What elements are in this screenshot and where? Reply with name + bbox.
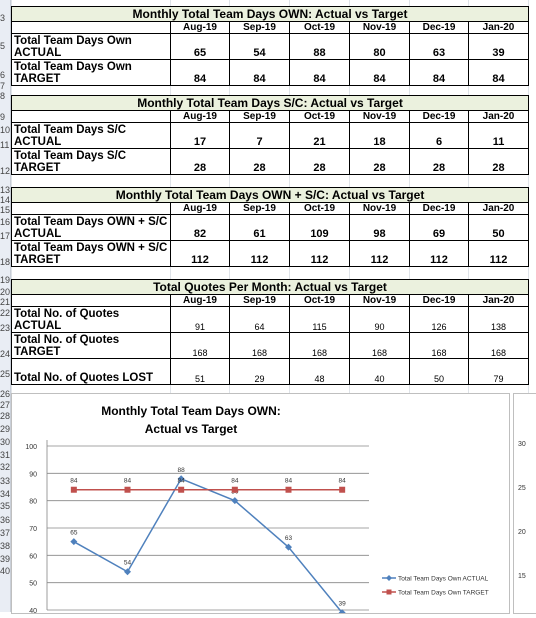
y-tick-label: 25 xyxy=(518,485,526,492)
month-header[interactable]: Jan-20 xyxy=(469,203,529,215)
row-number[interactable]: 31 xyxy=(0,450,11,460)
second-chart-svg xyxy=(514,394,536,613)
row-number[interactable]: 9 xyxy=(0,112,6,122)
row-number[interactable]: 3 xyxy=(0,13,6,23)
table-row xyxy=(12,60,529,86)
month-header[interactable]: Oct-19 xyxy=(290,203,350,215)
table-row xyxy=(12,34,529,60)
value-cell[interactable]: 168 xyxy=(410,333,469,359)
value-cell[interactable]: 112 xyxy=(290,241,350,267)
value-cell[interactable]: 80 xyxy=(350,34,410,60)
data-label: 65 xyxy=(70,529,78,537)
data-point xyxy=(178,487,184,493)
value-cell[interactable]: 11 xyxy=(469,123,529,149)
table-title[interactable]: Monthly Total Team Days OWN + S/C: Actual vs Target xyxy=(12,188,529,203)
table-row xyxy=(12,241,529,267)
data-point xyxy=(70,538,77,545)
value-cell[interactable]: 126 xyxy=(410,307,469,333)
second-chart-partial[interactable] xyxy=(513,393,536,614)
row-label[interactable]: Total Team Days Own TARGET xyxy=(12,60,171,86)
row-label[interactable]: Total No. of Quotes LOST xyxy=(12,359,171,385)
value-cell[interactable]: 112 xyxy=(230,241,290,267)
value-cell[interactable]: 48 xyxy=(290,359,350,385)
data-label: 84 xyxy=(70,477,78,485)
row-number[interactable]: 25 xyxy=(0,369,11,379)
row-number[interactable]: 16 xyxy=(0,217,11,227)
value-cell[interactable]: 112 xyxy=(171,241,230,267)
data-label: 84 xyxy=(177,477,185,485)
value-cell[interactable]: 7 xyxy=(230,123,290,149)
chart-title: Actual vs Target xyxy=(144,422,238,436)
value-cell[interactable]: 40 xyxy=(350,359,410,385)
month-header[interactable]: Sep-19 xyxy=(230,295,290,307)
y-tick-label: 40 xyxy=(29,608,37,613)
row-number[interactable]: 34 xyxy=(0,489,11,499)
summary-table xyxy=(11,187,529,267)
data-label: 84 xyxy=(284,477,293,485)
value-cell[interactable]: 84 xyxy=(410,60,469,86)
row-number[interactable]: 8 xyxy=(0,91,6,101)
value-cell[interactable]: 50 xyxy=(469,215,529,241)
month-header[interactable]: Aug-19 xyxy=(171,295,230,307)
month-header[interactable]: Nov-19 xyxy=(350,203,410,215)
blank-header-cell[interactable] xyxy=(12,203,171,215)
month-header[interactable]: Aug-19 xyxy=(171,111,230,123)
row-label[interactable]: Total Team Days OWN + S/C ACTUAL xyxy=(12,215,171,241)
row-number[interactable]: 5 xyxy=(0,41,6,51)
value-cell[interactable]: 112 xyxy=(469,241,529,267)
data-point xyxy=(125,487,131,493)
row-number[interactable]: 10 xyxy=(0,125,11,135)
month-header[interactable]: Jan-20 xyxy=(469,22,529,34)
row-label[interactable]: Total Team Days S/C ACTUAL xyxy=(12,123,171,149)
summary-table xyxy=(11,95,529,175)
row-number[interactable]: 35 xyxy=(0,501,11,511)
value-cell[interactable]: 91 xyxy=(171,307,230,333)
value-cell[interactable]: 112 xyxy=(410,241,469,267)
value-cell[interactable]: 17 xyxy=(171,123,230,149)
row-number[interactable]: 20 xyxy=(0,287,11,297)
row-number[interactable]: 7 xyxy=(0,81,6,91)
blank-header-cell[interactable] xyxy=(12,22,171,34)
row-number[interactable]: 28 xyxy=(0,411,11,421)
value-cell[interactable]: 64 xyxy=(230,307,290,333)
value-cell[interactable]: 84 xyxy=(469,60,529,86)
row-label[interactable]: Total No. of Quotes TARGET xyxy=(12,333,171,359)
data-point xyxy=(232,487,238,493)
row-number[interactable]: 14 xyxy=(0,195,11,205)
month-header[interactable]: Dec-19 xyxy=(410,22,469,34)
summary-table xyxy=(11,6,529,86)
row-number[interactable]: 17 xyxy=(0,231,11,241)
y-tick-label: 15 xyxy=(518,573,526,580)
value-cell[interactable]: 39 xyxy=(469,34,529,60)
row-number[interactable]: 22 xyxy=(0,308,11,318)
table-row xyxy=(12,333,529,359)
value-cell[interactable]: 6 xyxy=(410,123,469,149)
data-label: 54 xyxy=(123,559,132,567)
team-days-own-chart[interactable] xyxy=(11,393,510,614)
row-number[interactable]: 33 xyxy=(0,476,11,486)
month-header[interactable]: Dec-19 xyxy=(410,111,469,123)
month-header[interactable]: Jan-20 xyxy=(469,111,529,123)
value-cell[interactable]: 28 xyxy=(410,149,469,175)
row-number[interactable]: 29 xyxy=(0,424,11,434)
value-cell[interactable]: 168 xyxy=(290,333,350,359)
table-row xyxy=(12,359,529,385)
month-header[interactable]: Sep-19 xyxy=(230,203,290,215)
row-number[interactable]: 36 xyxy=(0,515,11,525)
value-cell[interactable]: 28 xyxy=(290,149,350,175)
table-row xyxy=(12,123,529,149)
blank-header-cell[interactable] xyxy=(12,111,171,123)
value-cell[interactable]: 168 xyxy=(469,333,529,359)
value-cell[interactable]: 98 xyxy=(350,215,410,241)
row-number[interactable]: 39 xyxy=(0,554,11,564)
value-cell[interactable]: 63 xyxy=(410,34,469,60)
value-cell[interactable]: 82 xyxy=(171,215,230,241)
value-cell[interactable]: 61 xyxy=(230,215,290,241)
row-number[interactable]: 38 xyxy=(0,541,11,551)
row-number[interactable]: 26 xyxy=(0,389,11,399)
value-cell[interactable]: 168 xyxy=(230,333,290,359)
table-row xyxy=(12,149,529,175)
value-cell[interactable]: 84 xyxy=(230,60,290,86)
row-number[interactable]: 37 xyxy=(0,528,11,538)
data-label: 39 xyxy=(338,600,346,608)
value-cell[interactable]: 18 xyxy=(350,123,410,149)
data-label: 84 xyxy=(231,477,239,485)
value-cell[interactable]: 79 xyxy=(469,359,529,385)
y-tick-label: 50 xyxy=(29,580,37,588)
row-label[interactable]: Total No. of Quotes ACTUAL xyxy=(12,307,171,333)
value-cell[interactable]: 28 xyxy=(230,149,290,175)
month-header[interactable]: Nov-19 xyxy=(350,295,410,307)
summary-table xyxy=(11,279,529,385)
value-cell[interactable]: 138 xyxy=(469,307,529,333)
y-tick-label: 90 xyxy=(29,471,37,479)
month-header[interactable]: Oct-19 xyxy=(290,295,350,307)
y-tick-label: 80 xyxy=(29,498,37,506)
row-label[interactable]: Total Team Days S/C TARGET xyxy=(12,149,171,175)
row-number[interactable]: 21 xyxy=(0,297,11,307)
month-header[interactable]: Aug-19 xyxy=(171,203,230,215)
y-tick-label: 20 xyxy=(518,529,526,536)
row-number[interactable]: 18 xyxy=(0,257,11,267)
value-cell[interactable]: 88 xyxy=(290,34,350,60)
data-point xyxy=(124,568,131,575)
value-cell[interactable]: 112 xyxy=(350,241,410,267)
row-number[interactable]: 24 xyxy=(0,349,11,359)
row-number[interactable]: 12 xyxy=(0,166,11,176)
series-line xyxy=(74,479,342,613)
row-number[interactable]: 13 xyxy=(0,185,11,195)
table-title[interactable]: Monthly Total Team Days OWN: Actual vs Target xyxy=(12,7,529,22)
row-number[interactable]: 32 xyxy=(0,462,11,472)
month-header[interactable]: Nov-19 xyxy=(350,111,410,123)
legend-marker xyxy=(386,575,392,581)
month-header[interactable]: Jan-20 xyxy=(469,295,529,307)
row-number[interactable]: 30 xyxy=(0,437,11,447)
row-number[interactable]: 19 xyxy=(0,275,11,285)
value-cell[interactable]: 84 xyxy=(290,60,350,86)
row-number[interactable]: 15 xyxy=(0,205,11,215)
y-tick-label: 100 xyxy=(25,444,37,451)
value-cell[interactable]: 28 xyxy=(171,149,230,175)
month-header[interactable]: Dec-19 xyxy=(410,203,469,215)
value-cell[interactable]: 90 xyxy=(350,307,410,333)
data-label: 88 xyxy=(177,466,185,474)
row-number[interactable]: 23 xyxy=(0,323,11,333)
chart-svg xyxy=(12,394,509,613)
month-header[interactable]: Oct-19 xyxy=(290,111,350,123)
value-cell[interactable]: 168 xyxy=(350,333,410,359)
value-cell[interactable]: 50 xyxy=(410,359,469,385)
value-cell[interactable]: 65 xyxy=(171,34,230,60)
legend-label: Total Team Days Own ACTUAL xyxy=(398,575,489,583)
month-header[interactable]: Oct-19 xyxy=(290,22,350,34)
value-cell[interactable]: 84 xyxy=(171,60,230,86)
month-header[interactable]: Nov-19 xyxy=(350,22,410,34)
value-cell[interactable]: 84 xyxy=(350,60,410,86)
value-cell[interactable]: 28 xyxy=(350,149,410,175)
chart-title: Monthly Total Team Days OWN: xyxy=(101,404,281,418)
data-label: 84 xyxy=(338,477,346,485)
table-row xyxy=(12,307,529,333)
table-title[interactable]: Monthly Total Team Days S/C: Actual vs Target xyxy=(12,96,529,111)
data-point xyxy=(339,487,345,493)
month-header[interactable]: Aug-19 xyxy=(171,22,230,34)
month-header[interactable]: Sep-19 xyxy=(230,22,290,34)
data-point xyxy=(286,487,292,493)
data-point xyxy=(71,487,77,493)
legend-marker xyxy=(387,590,392,595)
month-header[interactable]: Sep-19 xyxy=(230,111,290,123)
row-label[interactable]: Total Team Days OWN + S/C TARGET xyxy=(12,241,171,267)
value-cell[interactable]: 28 xyxy=(469,149,529,175)
table-title[interactable]: Total Quotes Per Month: Actual vs Target xyxy=(12,280,529,295)
value-cell[interactable]: 115 xyxy=(290,307,350,333)
row-number[interactable]: 6 xyxy=(0,70,6,80)
table-row xyxy=(12,215,529,241)
data-label: 84 xyxy=(123,477,132,485)
y-tick-label: 30 xyxy=(518,441,526,448)
y-tick-label: 70 xyxy=(29,526,37,533)
month-header[interactable]: Dec-19 xyxy=(410,295,469,307)
value-cell[interactable]: 51 xyxy=(171,359,230,385)
value-cell[interactable]: 168 xyxy=(171,333,230,359)
blank-header-cell[interactable] xyxy=(12,295,171,307)
value-cell[interactable]: 21 xyxy=(290,123,350,149)
value-cell[interactable]: 69 xyxy=(410,215,469,241)
value-cell[interactable]: 54 xyxy=(230,34,290,60)
legend-label: Total Team Days Own TARGET xyxy=(398,589,489,597)
row-label[interactable]: Total Team Days Own ACTUAL xyxy=(12,34,171,60)
row-number[interactable]: 11 xyxy=(0,140,10,150)
y-tick-label: 60 xyxy=(29,553,37,561)
row-number[interactable]: 27 xyxy=(0,400,11,410)
data-label: 63 xyxy=(284,535,293,543)
value-cell[interactable]: 109 xyxy=(290,215,350,241)
value-cell[interactable]: 29 xyxy=(230,359,290,385)
row-number[interactable]: 40 xyxy=(0,566,11,576)
